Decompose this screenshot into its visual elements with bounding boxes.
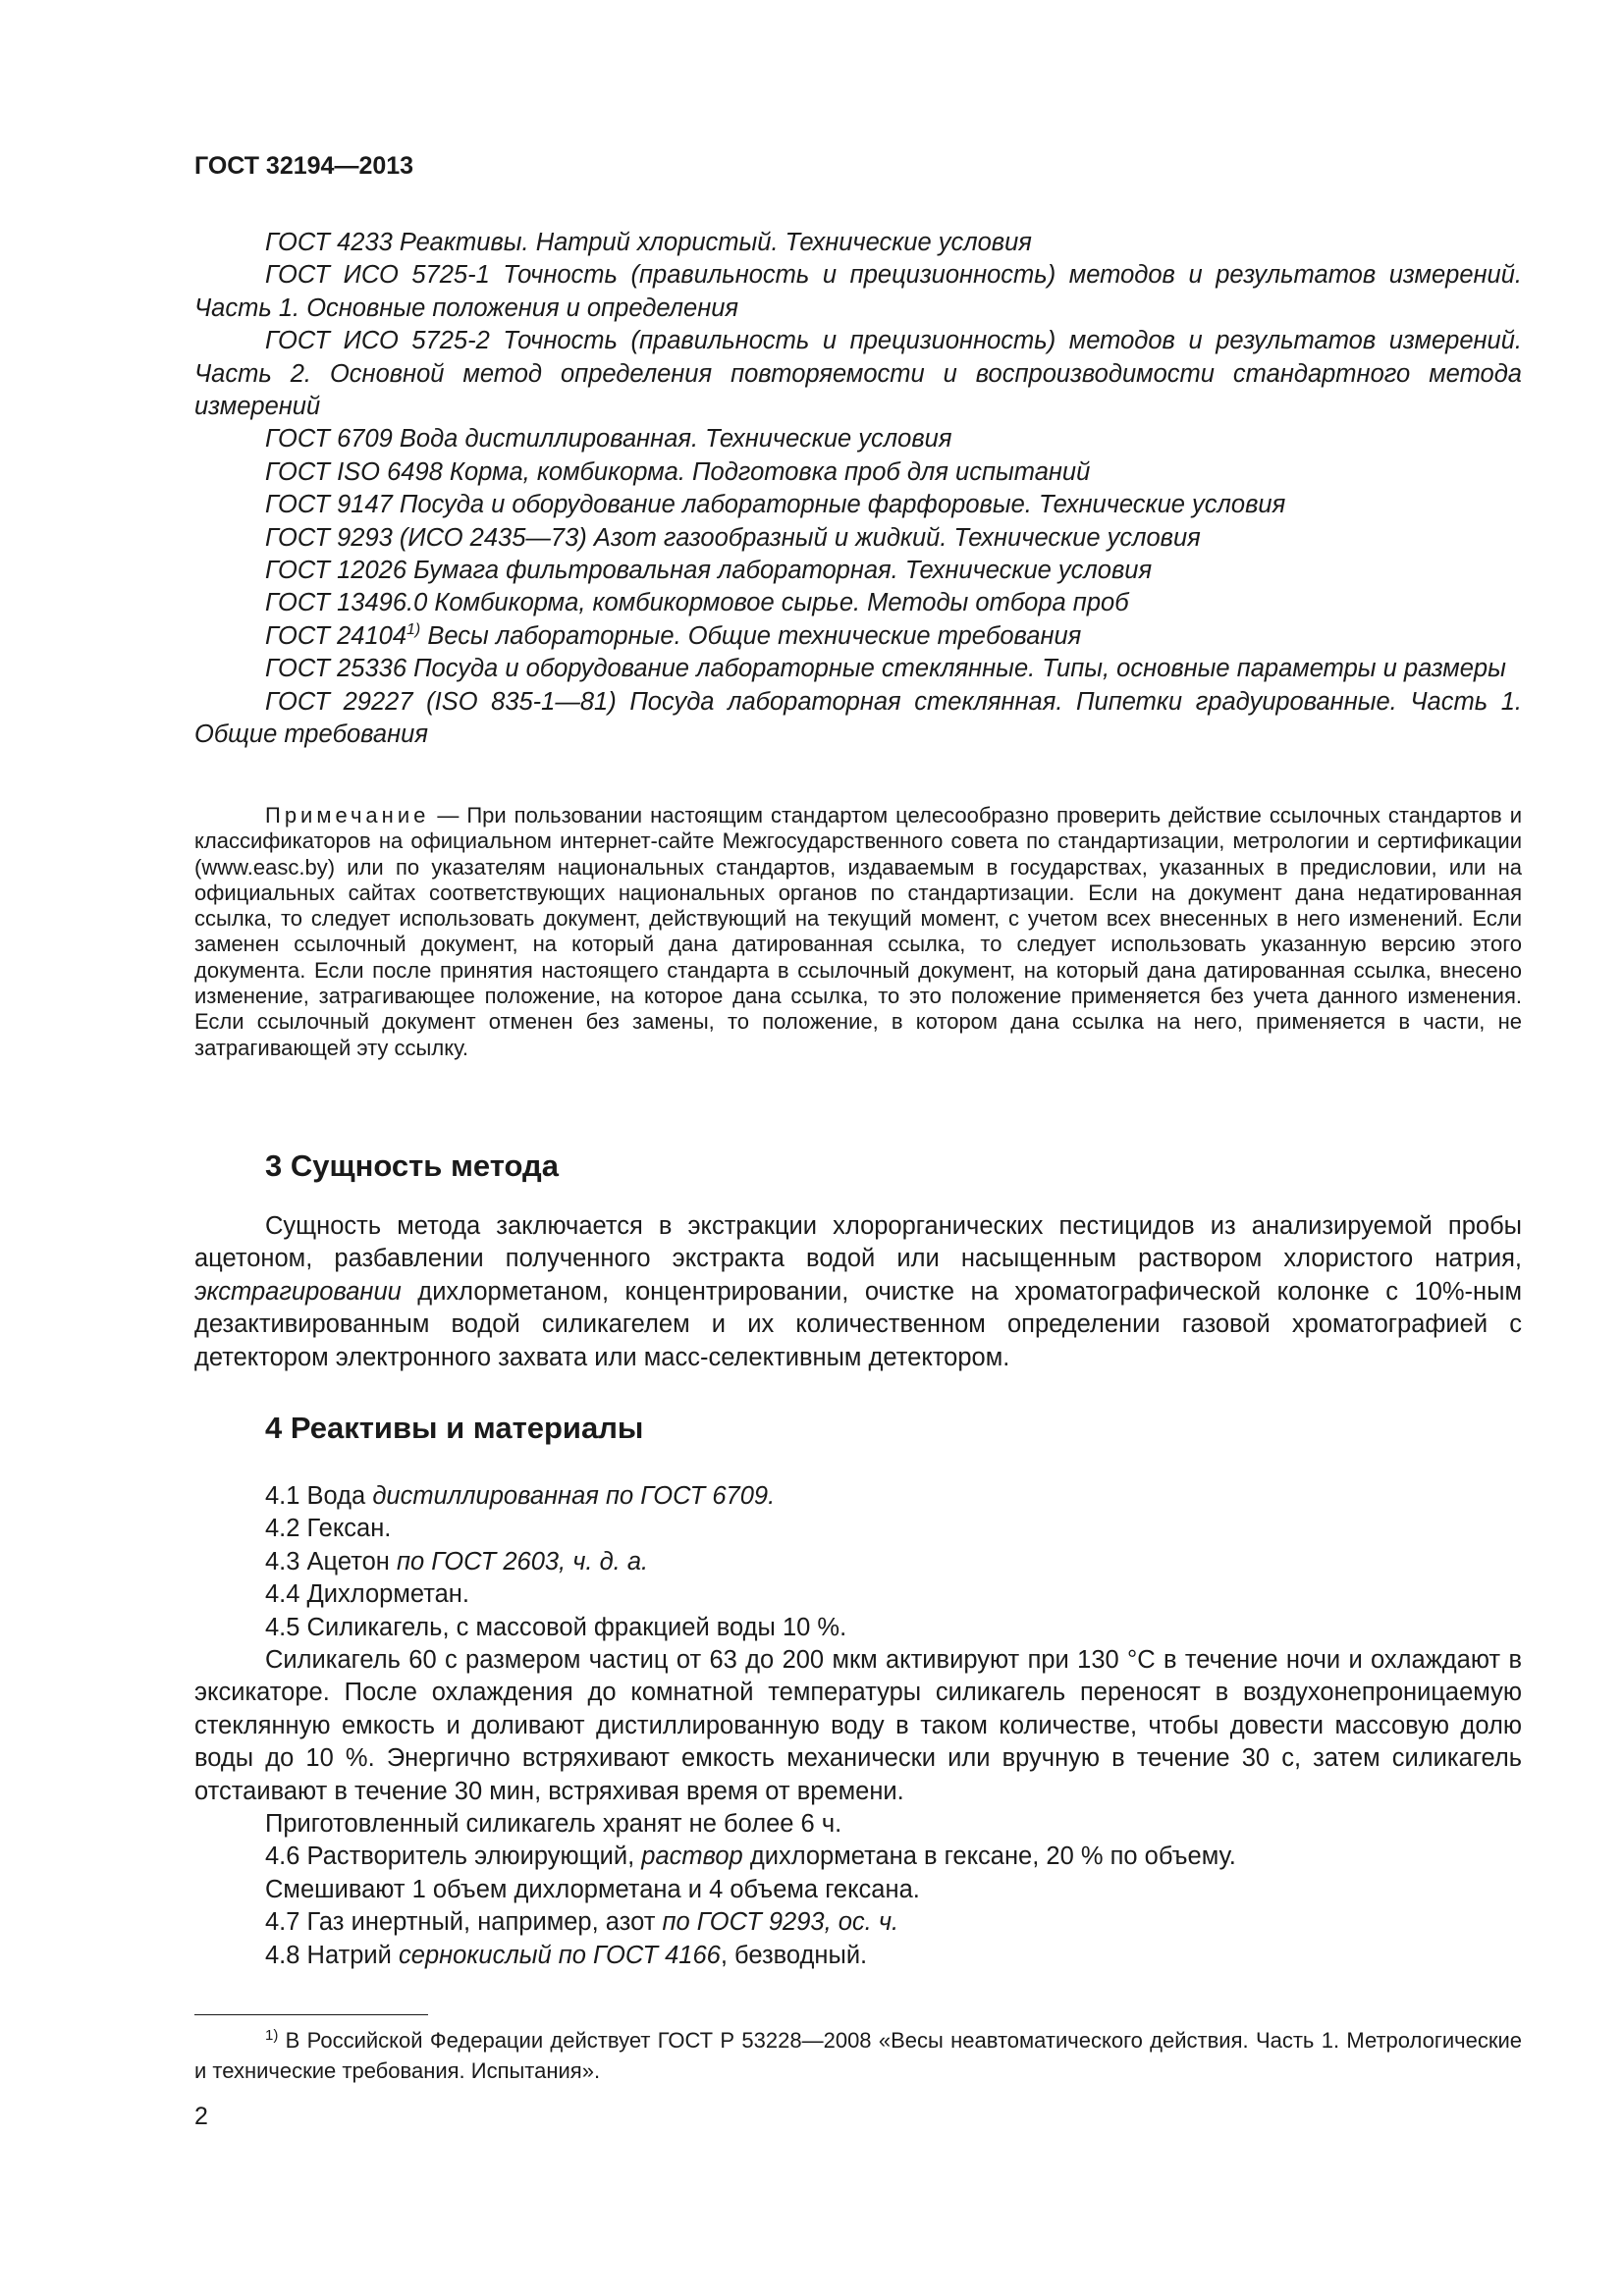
item-4-1 <box>194 1480 1522 1513</box>
reference-item: ГОСТ 12026 Бумага фильтровальная лабораторная. Технические условия <box>265 557 1153 585</box>
footnote-text: В Российской Федерации действует ГОСТ Р 53228—2008 «Весы неавтоматического действия. Часть 1. Метрологические и технические требования. Испытания». <box>194 2028 1522 2083</box>
text-run: 4.8 Натрий <box>265 1941 400 1969</box>
reference-item: ГОСТ 13496.0 Комбикорма, комбикормовое сырье. Методы отбора проб <box>265 589 1129 617</box>
reference-item: ГОСТ 6709 Вода дистиллированная. Технические условия <box>265 425 952 454</box>
italic-run: по ГОСТ 9293, ос. ч. <box>662 1908 899 1937</box>
item-4-6 <box>194 1841 1522 1873</box>
section-4-body <box>194 1480 1522 1972</box>
reference-item: ГОСТ ISO 6498 Корма, комбикорма. Подготовка проб для испытаний <box>265 457 1091 486</box>
italic-run: экстрагировании <box>194 1277 402 1306</box>
text-run: дихлорметана в гексане, 20 % по объему. <box>742 1842 1236 1871</box>
reference-code: ГОСТ 24104 <box>265 621 406 650</box>
footnote-marker: 1) <box>406 620 421 638</box>
reference-item: ГОСТ 4233 Реактивы. Натрий хлористый. Технические условия <box>265 229 1032 256</box>
item-4-2: 4.2 Гексан. <box>265 1515 392 1543</box>
footnote-divider <box>194 2014 428 2015</box>
reference-item: ГОСТ 25336 Посуда и оборудование лабораторные стеклянные. Типы, основные параметры и размеры <box>265 655 1506 683</box>
item-4-7 <box>194 1906 1522 1939</box>
reference-item: ГОСТ ИСО 5725-2 Точность (правильность и прецизионность) методов и результатов измерений. Часть 2. Основной метод определения повторяемости и воспроизводимости стандартного метода измерений <box>194 327 1522 421</box>
note-dash: — <box>429 803 467 828</box>
item-4-5-description: Силикагель 60 с размером частиц от 63 до 200 мкм активируют при 130 °С в течение ночи и охлаждают в эксикаторе. После охлаждения до комнатной температуры силикагель переносят в воздухонепроницаемую стеклянную емкость и доливают дистиллированную воду в таком количестве, чтобы довести массовую долю воды до 10 %. Энергично встряхивают емкость механически или вручную в течение 30 с, затем силикагель отстаивают в течение 30 мин, встряхивая время от времени. <box>194 1646 1522 1805</box>
section-3-paragraph <box>194 1210 1522 1374</box>
italic-run: дистиллированная по ГОСТ 6709. <box>372 1482 776 1510</box>
italic-run: сернокислый по ГОСТ 4166 <box>399 1941 721 1969</box>
section-3-heading: 3 Сущность метода <box>265 1148 559 1183</box>
italic-run: по ГОСТ 2603, ч. д. а. <box>396 1547 649 1575</box>
item-4-5: 4.5 Силикагель, с массовой фракцией воды 10 %. <box>265 1613 847 1641</box>
reference-text: Весы лабораторные. Общие технические требования <box>420 621 1082 650</box>
page-number: 2 <box>194 2103 208 2130</box>
reference-item: ГОСТ 29227 (ISO 835-1—81) Посуда лабораторная стеклянная. Пипетки градуированные. Часть 1. Общие требования <box>194 687 1522 749</box>
reference-item-24104 <box>194 620 1522 653</box>
note-text: При пользовании настоящим стандартом целесообразно проверить действие ссылочных стандартов и классификаторов на официальном интернет-сайте Межгосударственного совета по стандартизации, метрологии и сертификации (www.easc.by) или по указателям национальных стандартов, издаваемым в государствах, указанных в предисловии, или на официальных сайтах соответствующих национальных органов по стандартизации. Если на документ дана недатированная ссылка, то следует использовать документ, действующий на текущий момент, с учетом всех внесенных в него изменений. Если заменен ссылочный документ, на который дана датированная ссылка, то следует использовать указанную версию этого документа. Если после принятия настоящего стандарта в ссылочный документ, на который дана датированная ссылка, внесено изменение, затрагивающее положение, на которое дана ссылка, то это положение применяется без учета данного изменения. Если ссылочный документ отменен без замены, то положение, в котором дана ссылка на него, применяется в части, не затрагивающей эту ссылку. <box>194 803 1522 1060</box>
italic-run: раствор <box>641 1842 743 1871</box>
reference-item: ГОСТ ИСО 5725-1 Точность (правильность и прецизионность) методов и результатов измерений. Часть 1. Основные положения и определения <box>194 261 1522 322</box>
text-run: 4.1 Вода <box>265 1482 373 1510</box>
text-run: 4.6 Растворитель элюирующий, <box>265 1842 642 1871</box>
footnote-marker: 1) <box>265 2027 279 2044</box>
text-run: 4.7 Газ инертный, например, азот <box>265 1908 663 1937</box>
item-4-8 <box>194 1940 1522 1972</box>
document-header: ГОСТ 32194—2013 <box>194 152 414 180</box>
normative-references-list <box>194 227 1522 752</box>
note-label: Примечание <box>265 803 430 828</box>
text-run: 4.3 Ацетон <box>265 1547 397 1575</box>
reference-item: ГОСТ 9293 (ИСО 2435—73) Азот газообразный и жидкий. Технические условия <box>265 523 1201 552</box>
section-4-heading: 4 Реактивы и материалы <box>265 1411 644 1445</box>
note-block <box>194 803 1522 1061</box>
section-3-body <box>194 1210 1522 1374</box>
text-run: , безводный. <box>720 1941 868 1969</box>
item-4-5-storage: Приготовленный силикагель хранят не более 6 ч. <box>265 1810 842 1839</box>
reference-item: ГОСТ 9147 Посуда и оборудование лабораторные фарфоровые. Технические условия <box>265 491 1286 519</box>
text-run: дихлорметаном, концентрировании, очистке на хроматографической колонке с 10%-ным дезактивированным водой силикагелем и их количественном определении газовой хроматографией с детектором электронного захвата или масс-селективным детектором. <box>194 1277 1522 1371</box>
footnote <box>194 2025 1522 2086</box>
text-run: Сущность метода заключается в экстракции хлорорганических пестицидов из анализируемой пробы ацетоном, разбавлении полученного экстракта водой или насыщенным раствором хлористого натрия, <box>194 1212 1522 1273</box>
item-4-3 <box>194 1546 1522 1578</box>
item-4-4: 4.4 Дихлорметан. <box>265 1580 469 1609</box>
item-4-6-mixing: Смешивают 1 объем дихлорметана и 4 объема гексана. <box>265 1875 920 1903</box>
